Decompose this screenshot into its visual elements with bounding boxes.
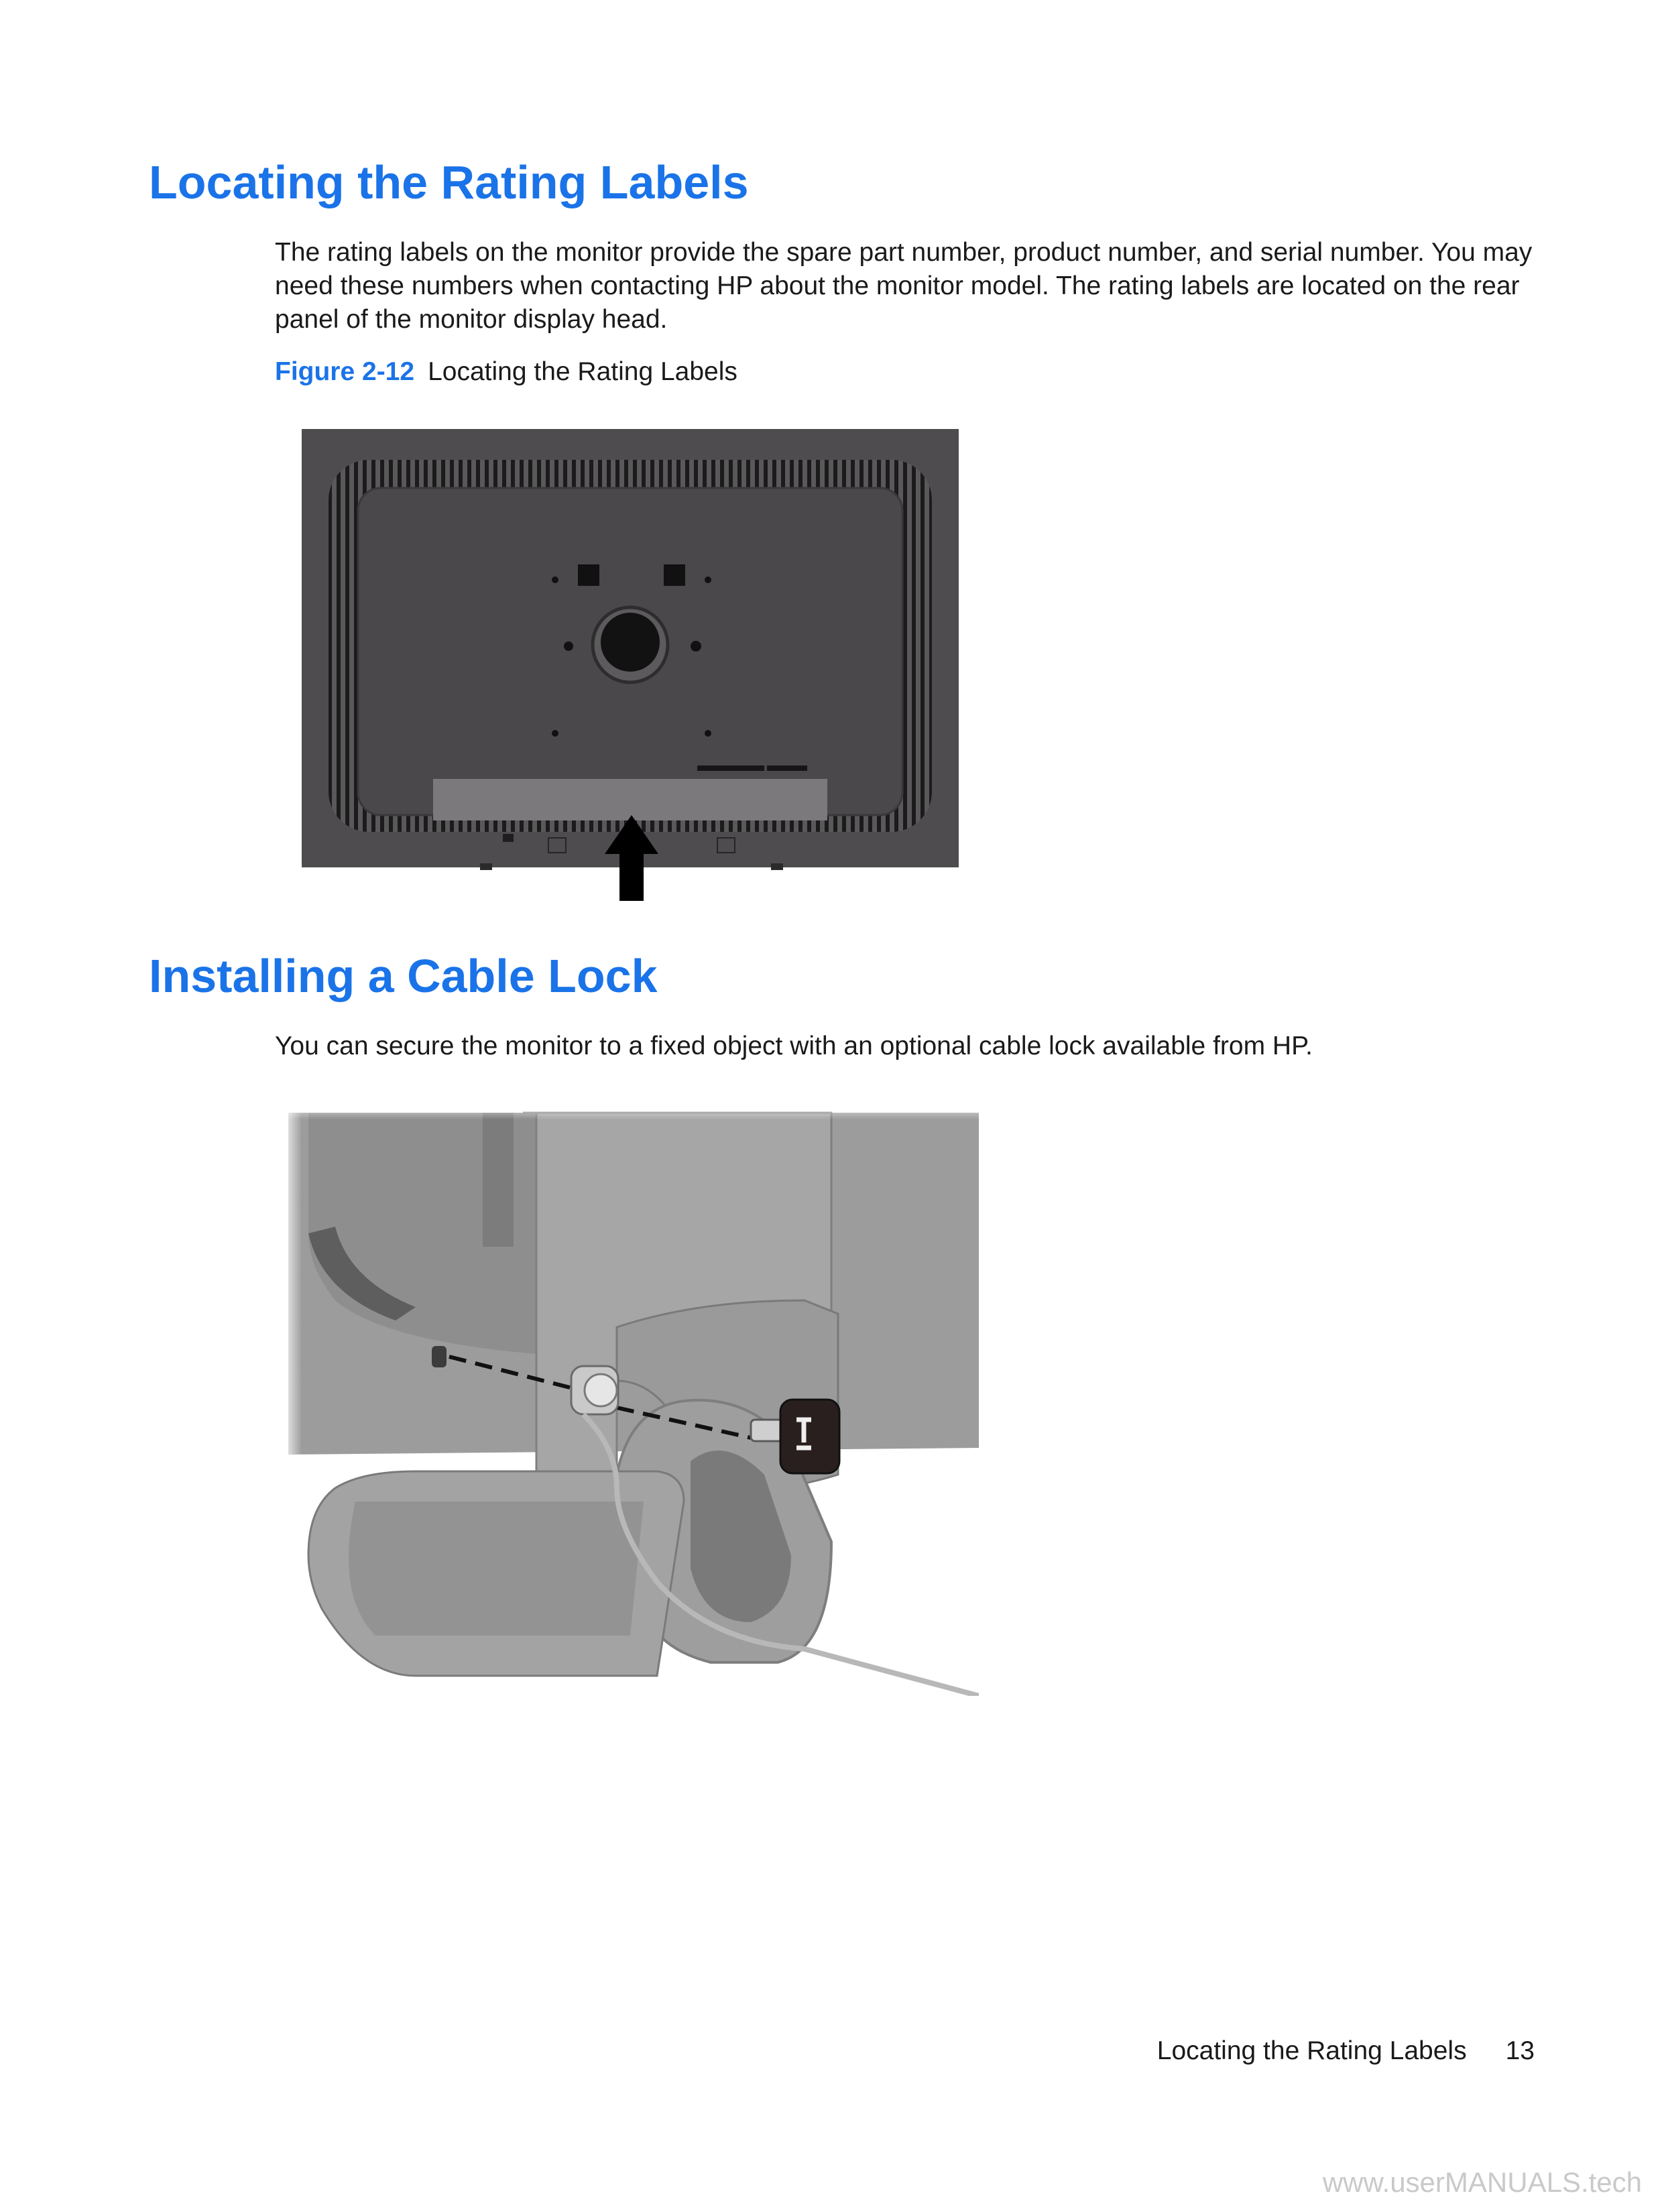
figure-number: Figure 2-12 xyxy=(275,357,415,386)
rating-label xyxy=(433,779,827,820)
figure-caption xyxy=(275,355,737,389)
lock-slot xyxy=(432,1346,447,1367)
section-heading-cable-lock: Installing a Cable Lock xyxy=(149,950,658,1002)
port-strip xyxy=(767,765,807,771)
fade-top xyxy=(282,1099,979,1119)
screw-hole xyxy=(564,641,573,651)
screw-hole xyxy=(691,641,701,652)
foot xyxy=(771,863,783,870)
footer-section-title: Locating the Rating Labels xyxy=(1156,2036,1467,2065)
screw-hole xyxy=(705,576,711,583)
monitor-rear-panel-figure xyxy=(302,426,959,902)
screw-hole xyxy=(552,576,558,583)
rating-labels-paragraph: The rating labels on the monitor provide the spare part number, product number, and serial number. You may need these numbers when contacting HP about the monitor model. The rating labels are located on the rear panel of the monitor display head. xyxy=(275,238,1533,334)
cable-lock-figure xyxy=(282,1099,979,1696)
stand-base-top xyxy=(349,1501,644,1636)
cable-lock-face xyxy=(585,1374,617,1406)
screw-hole xyxy=(705,730,711,737)
security-slot xyxy=(503,834,514,842)
fade-left xyxy=(282,1099,302,1696)
figure-title: Locating the Rating Labels xyxy=(428,357,737,386)
monitor-side-panel xyxy=(483,1113,514,1247)
page-footer xyxy=(1157,2034,1535,2068)
stand-mount-hole-inner xyxy=(601,613,660,672)
section-heading-rating-labels: Locating the Rating Labels xyxy=(149,156,749,208)
mount-square-right xyxy=(664,564,685,586)
watermark: www.userMANUALS.tech xyxy=(1322,2166,1642,2198)
foot xyxy=(480,863,492,870)
cable-lock-paragraph: You can secure the monitor to a fixed object with an optional cable lock available from HP. xyxy=(275,1032,1313,1060)
port-strip xyxy=(697,765,764,771)
mount-square-left xyxy=(578,564,599,586)
screw-hole xyxy=(552,730,558,737)
page-number: 13 xyxy=(1505,2036,1535,2065)
